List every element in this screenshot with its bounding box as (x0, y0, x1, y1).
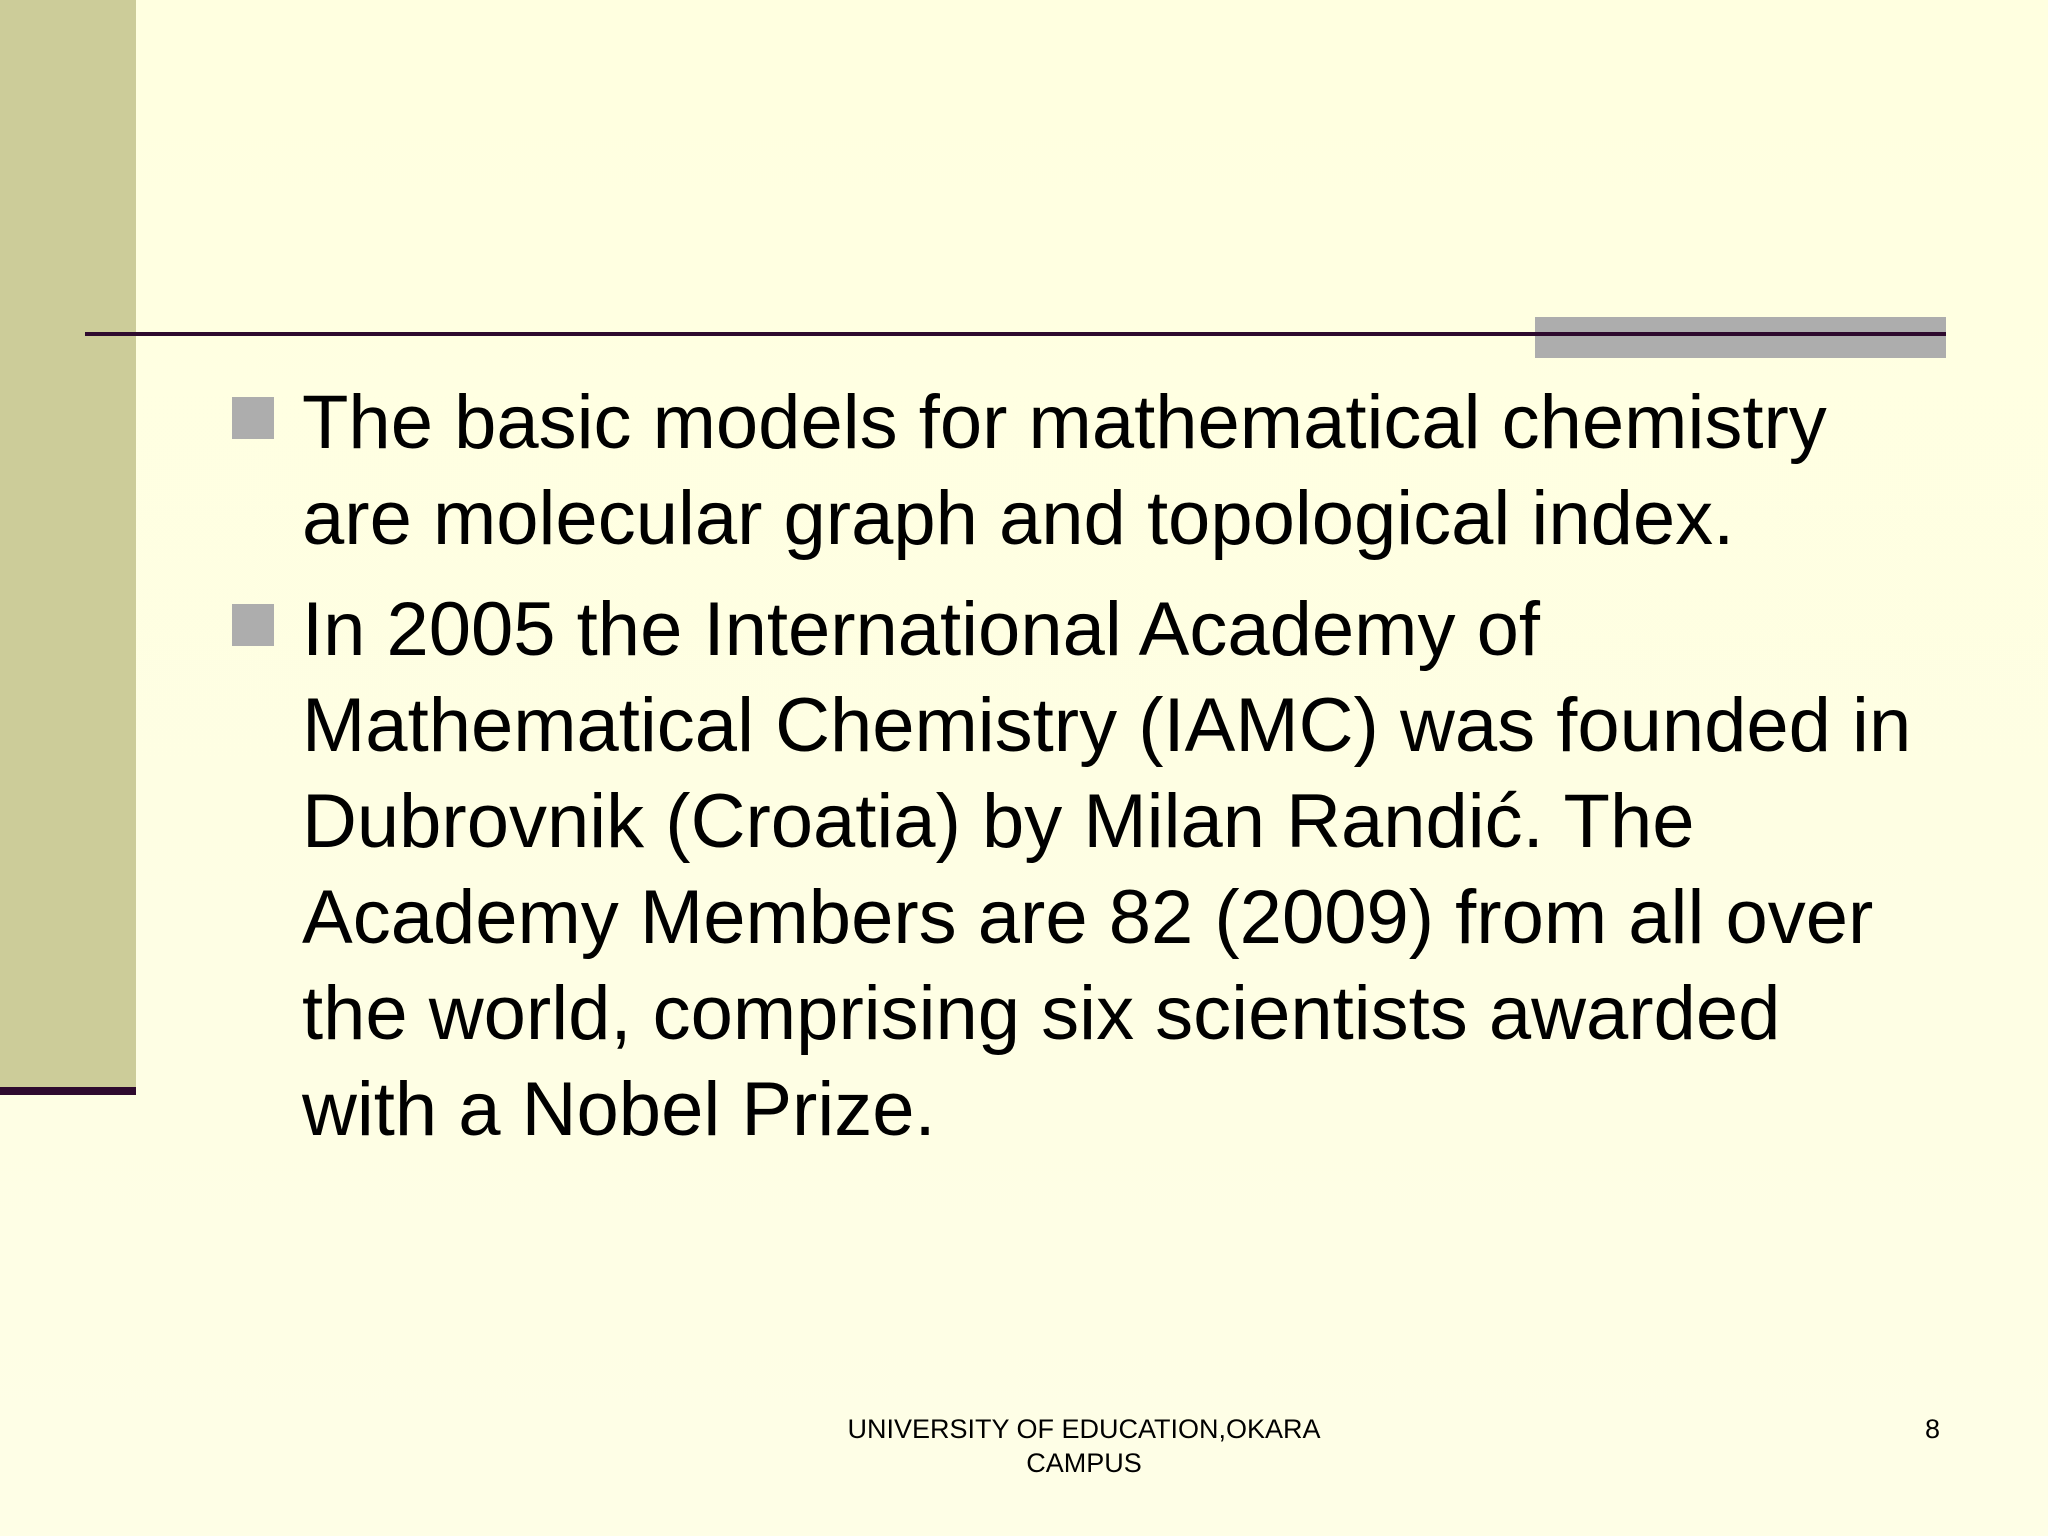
footer-line-1: UNIVERSITY OF EDUCATION,OKARA (847, 1414, 1321, 1444)
square-bullet-icon (232, 604, 274, 646)
bullet-text: In 2005 the International Academy of Mathematical Chemistry (IAMC) was founded in Dubrovnik (Croatia) by Milan Randić. The Academy Members are 82 (2009) from all over the world, comprising six scientists awarded with a Nobel Prize. (302, 587, 1912, 1152)
bullet-item (230, 375, 1930, 567)
bullet-text: The basic models for mathematical chemistry are molecular graph and topological index. (302, 380, 1827, 561)
footer-institution (784, 1412, 1384, 1480)
bullet-list (230, 375, 1930, 1173)
title-rule-accent-line (1535, 332, 1946, 336)
slide-number: 8 (1924, 1414, 1940, 1444)
left-accent-bar-underline (0, 1087, 136, 1095)
title-rule-accent-block (1535, 317, 1946, 358)
footer-line-2: CAMPUS (1026, 1448, 1142, 1478)
left-accent-bar (0, 0, 136, 1088)
square-bullet-icon (232, 397, 274, 439)
bullet-item (230, 582, 1930, 1158)
